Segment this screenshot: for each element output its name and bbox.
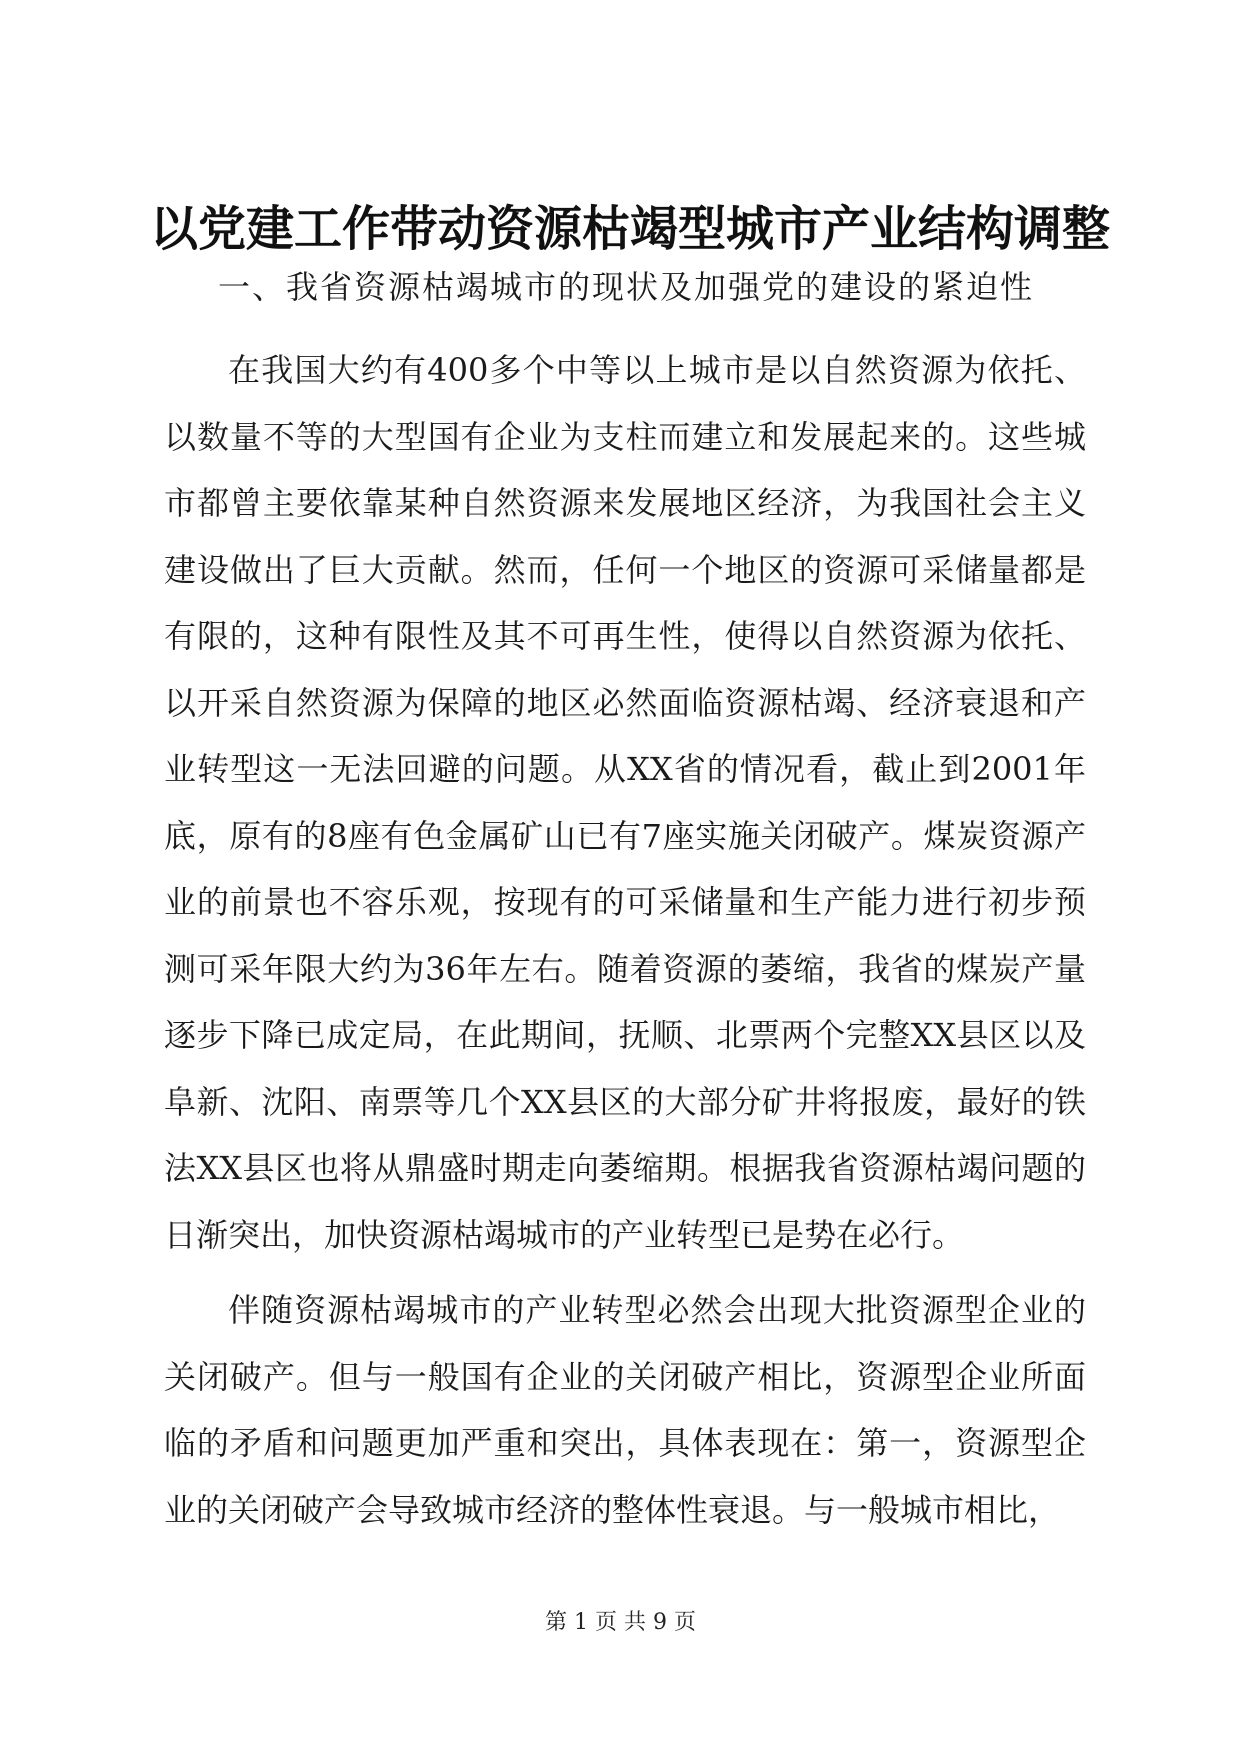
body-paragraph-1: 在我国大约有400多个中等以上城市是以自然资源为依托、以数量不等的大型国有企业为支柱而建立和发展起来的。这些城市都曾主要依靠某种自然资源来发展地区经济，为我国社会主义建设做出了巨大贡献。然而，任何一个地区的资源可采储量都是有限的，这种有限性及其不可再生性，使得以自然资源为依托、以开采自然资源为保障的地区必然面临资源枯竭、经济衰退和产业转型这一无法回避的问题。从XX省的情况看，截止到2001年底，原有的8座有色金属矿山已有7座实施关闭破产。煤炭资源产业的前景也不容乐观，按现有的可采储量和生产能力进行初步预测可采年限大约为36年左右。随着资源的萎缩，我省的煤炭产量逐步下降已成定局，在此期间，抚顺、北票两个完整XX县区以及阜新、沈阳、南票等几个XX县区的大部分矿井将报废，最好的铁法XX县区也将从鼎盛时期走向萎缩期。根据我省资源枯竭问题的日渐突出，加快资源枯竭城市的产业转型已是势在必行。 <box>164 351 1086 1254</box>
page-footer: 第 1 页 共 9 页 <box>545 1610 696 1635</box>
section-heading: 一、我省资源枯竭城市的现状及加强党的建设的紧迫性 <box>218 268 1035 306</box>
document-title: 以党建工作带动资源枯竭型城市产业结构调整 <box>150 201 1111 257</box>
body-paragraph-2: 伴随资源枯竭城市的产业转型必然会出现大批资源型企业的关闭破产。但与一般国有企业的关闭破产相比，资源型企业所面临的矛盾和问题更加严重和突出，具体表现在：第一，资源型企业的关闭破产会导致城市经济的整体性衰退。与一般城市相比， <box>164 1291 1086 1529</box>
